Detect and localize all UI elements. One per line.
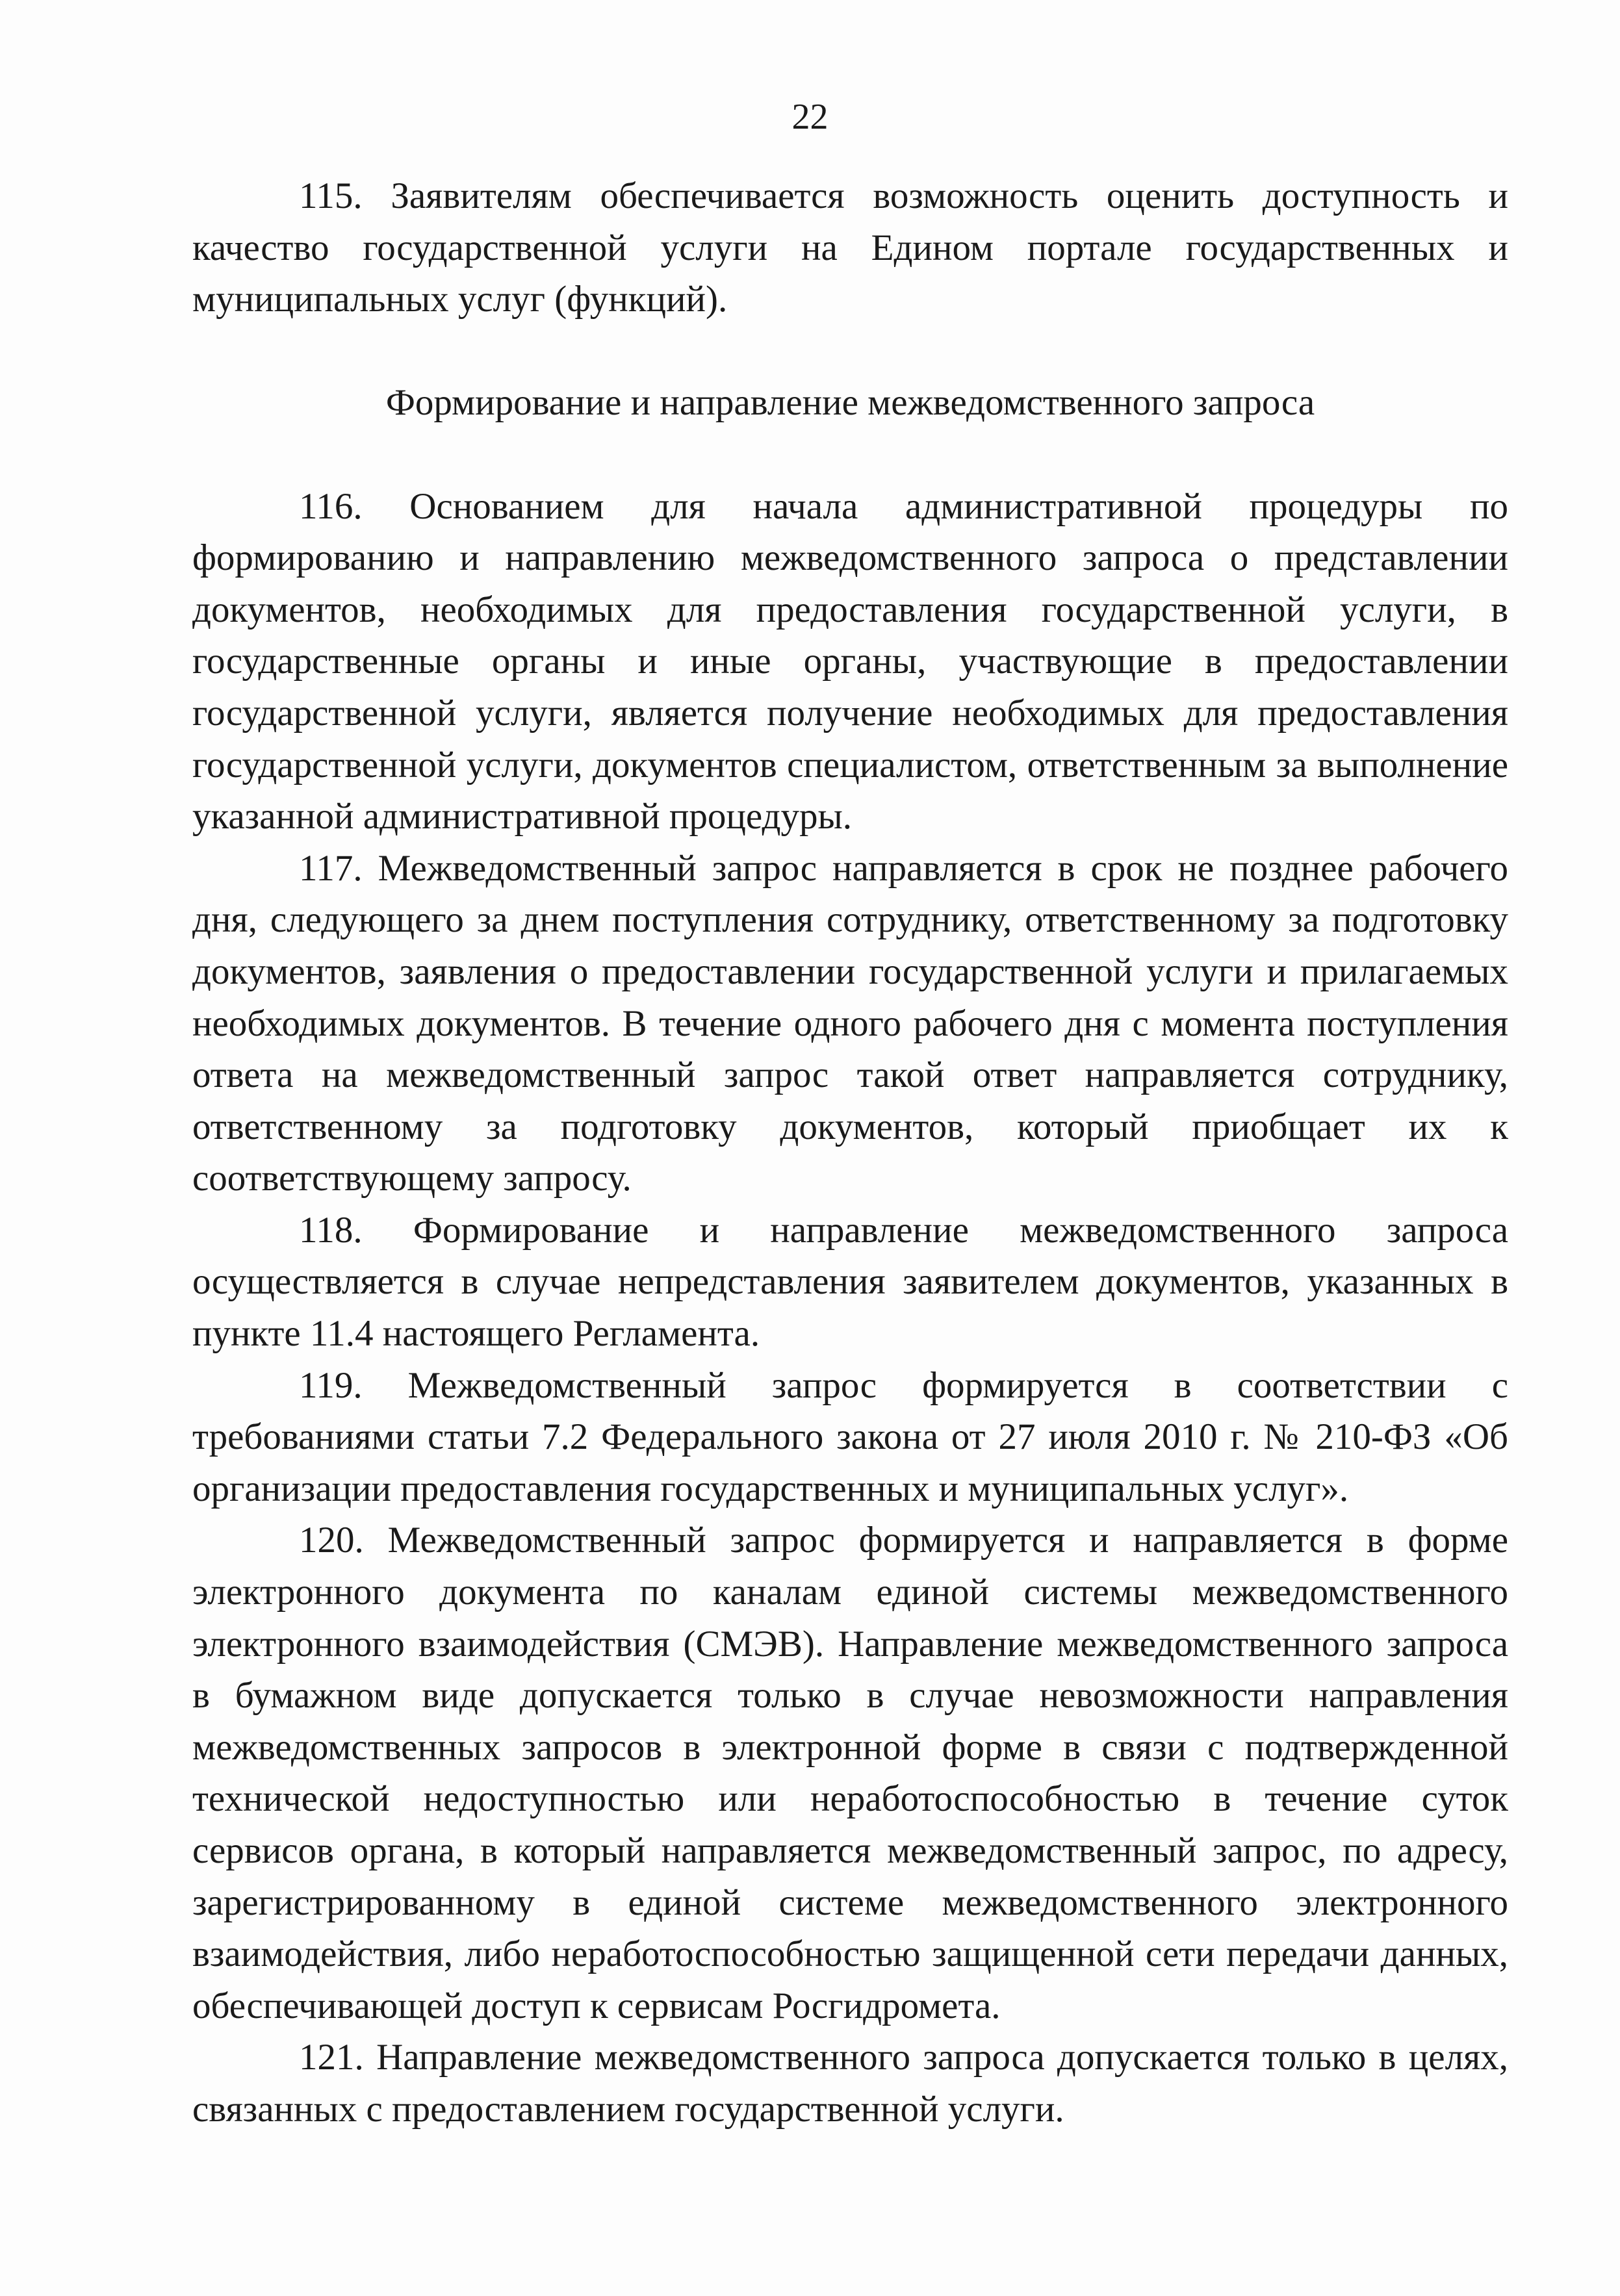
paragraph-text: Направление межведомственного запроса допускается только в целях, связанных с предоставлением государственной услуги.: [192, 2037, 1508, 2130]
paragraph-number: 121.: [299, 2037, 364, 2078]
paragraph-text: Заявителям обеспечивается возможность оценить доступность и качество государственной услуги на Едином портале государственных и муниципальных услуг (функций).: [192, 175, 1508, 320]
paragraph-text: Формирование и направление межведомственного запроса осуществляется в случае непредставления заявителем документов, указанных в пункте 11.4 настоящего Регламента.: [192, 1209, 1508, 1355]
paragraph-text: Межведомственный запрос направляется в срок не позднее рабочего дня, следующего за днем поступления сотруднику, ответственному за подготовку документов, заявления о предоставлении государственной услуги и прилагаемых необходимых документов. В течение одного рабочего дня с момента поступления ответа на межведомственный запрос такой ответ направляется сотруднику, ответственному за подготовку документов, который приобщает их к соответствующему запросу.: [192, 847, 1508, 1199]
paragraph-number: 116.: [299, 485, 363, 527]
section-heading: Формирование и направление межведомственного запроса: [385, 382, 1315, 424]
paragraph-text: Межведомственный запрос формируется и направляется в форме электронного документа по каналам единой системы межведомственного электронного взаимодействия (СМЭВ). Направление межведомственного запроса в бумажном виде допускается только в случае невозможности направления межведомственных запросов в электронной форме в связи с подтвержденной технической недоступностью или неработоспособностью в течение суток сервисов органа, в который направляется межведомственный запрос, по адресу, зарегистрированному в единой системе межведомственного электронного взаимодействия, либо неработоспособностью защищенной сети передачи данных, обеспечивающей доступ к сервисам Росгидромета.: [192, 1520, 1509, 2026]
paragraph-number: 120.: [299, 1520, 364, 1561]
paragraph-119: [192, 1360, 1508, 1515]
paragraph-text: Основанием для начала административной процедуры по формированию и направлению межведомственного запроса о представлении документов, необходимых для предоставления государственной услуги, в государственные органы и иные органы, участвующие в предоставлении государственной услуги, является получение необходимых для предоставления государственной услуги, документов специалистом, ответственным за выполнение указанной административной процедуры.: [192, 485, 1508, 837]
paragraph-number: 115.: [299, 175, 363, 216]
paragraph-number: 118.: [299, 1209, 363, 1251]
paragraph-number: 117.: [299, 847, 363, 889]
paragraph-121: [192, 2032, 1508, 2135]
paragraph-text: Межведомственный запрос формируется в соответствии с требованиями статьи 7.2 Федерального закона от 27 июля 2010 г. № 210-ФЗ «Об организации предоставления государственных и муниципальных услуг».: [192, 1364, 1508, 1509]
document-body: [192, 170, 1508, 2136]
paragraph-117: [192, 843, 1508, 1205]
paragraph-116: [192, 481, 1508, 843]
spacer: [192, 325, 1508, 377]
paragraph-120: [192, 1514, 1508, 2032]
paragraph-115: [192, 170, 1508, 325]
paragraph-118: [192, 1205, 1508, 1360]
paragraph-number: 119.: [299, 1364, 363, 1406]
page-number: 22: [791, 97, 829, 137]
spacer: [192, 429, 1508, 481]
